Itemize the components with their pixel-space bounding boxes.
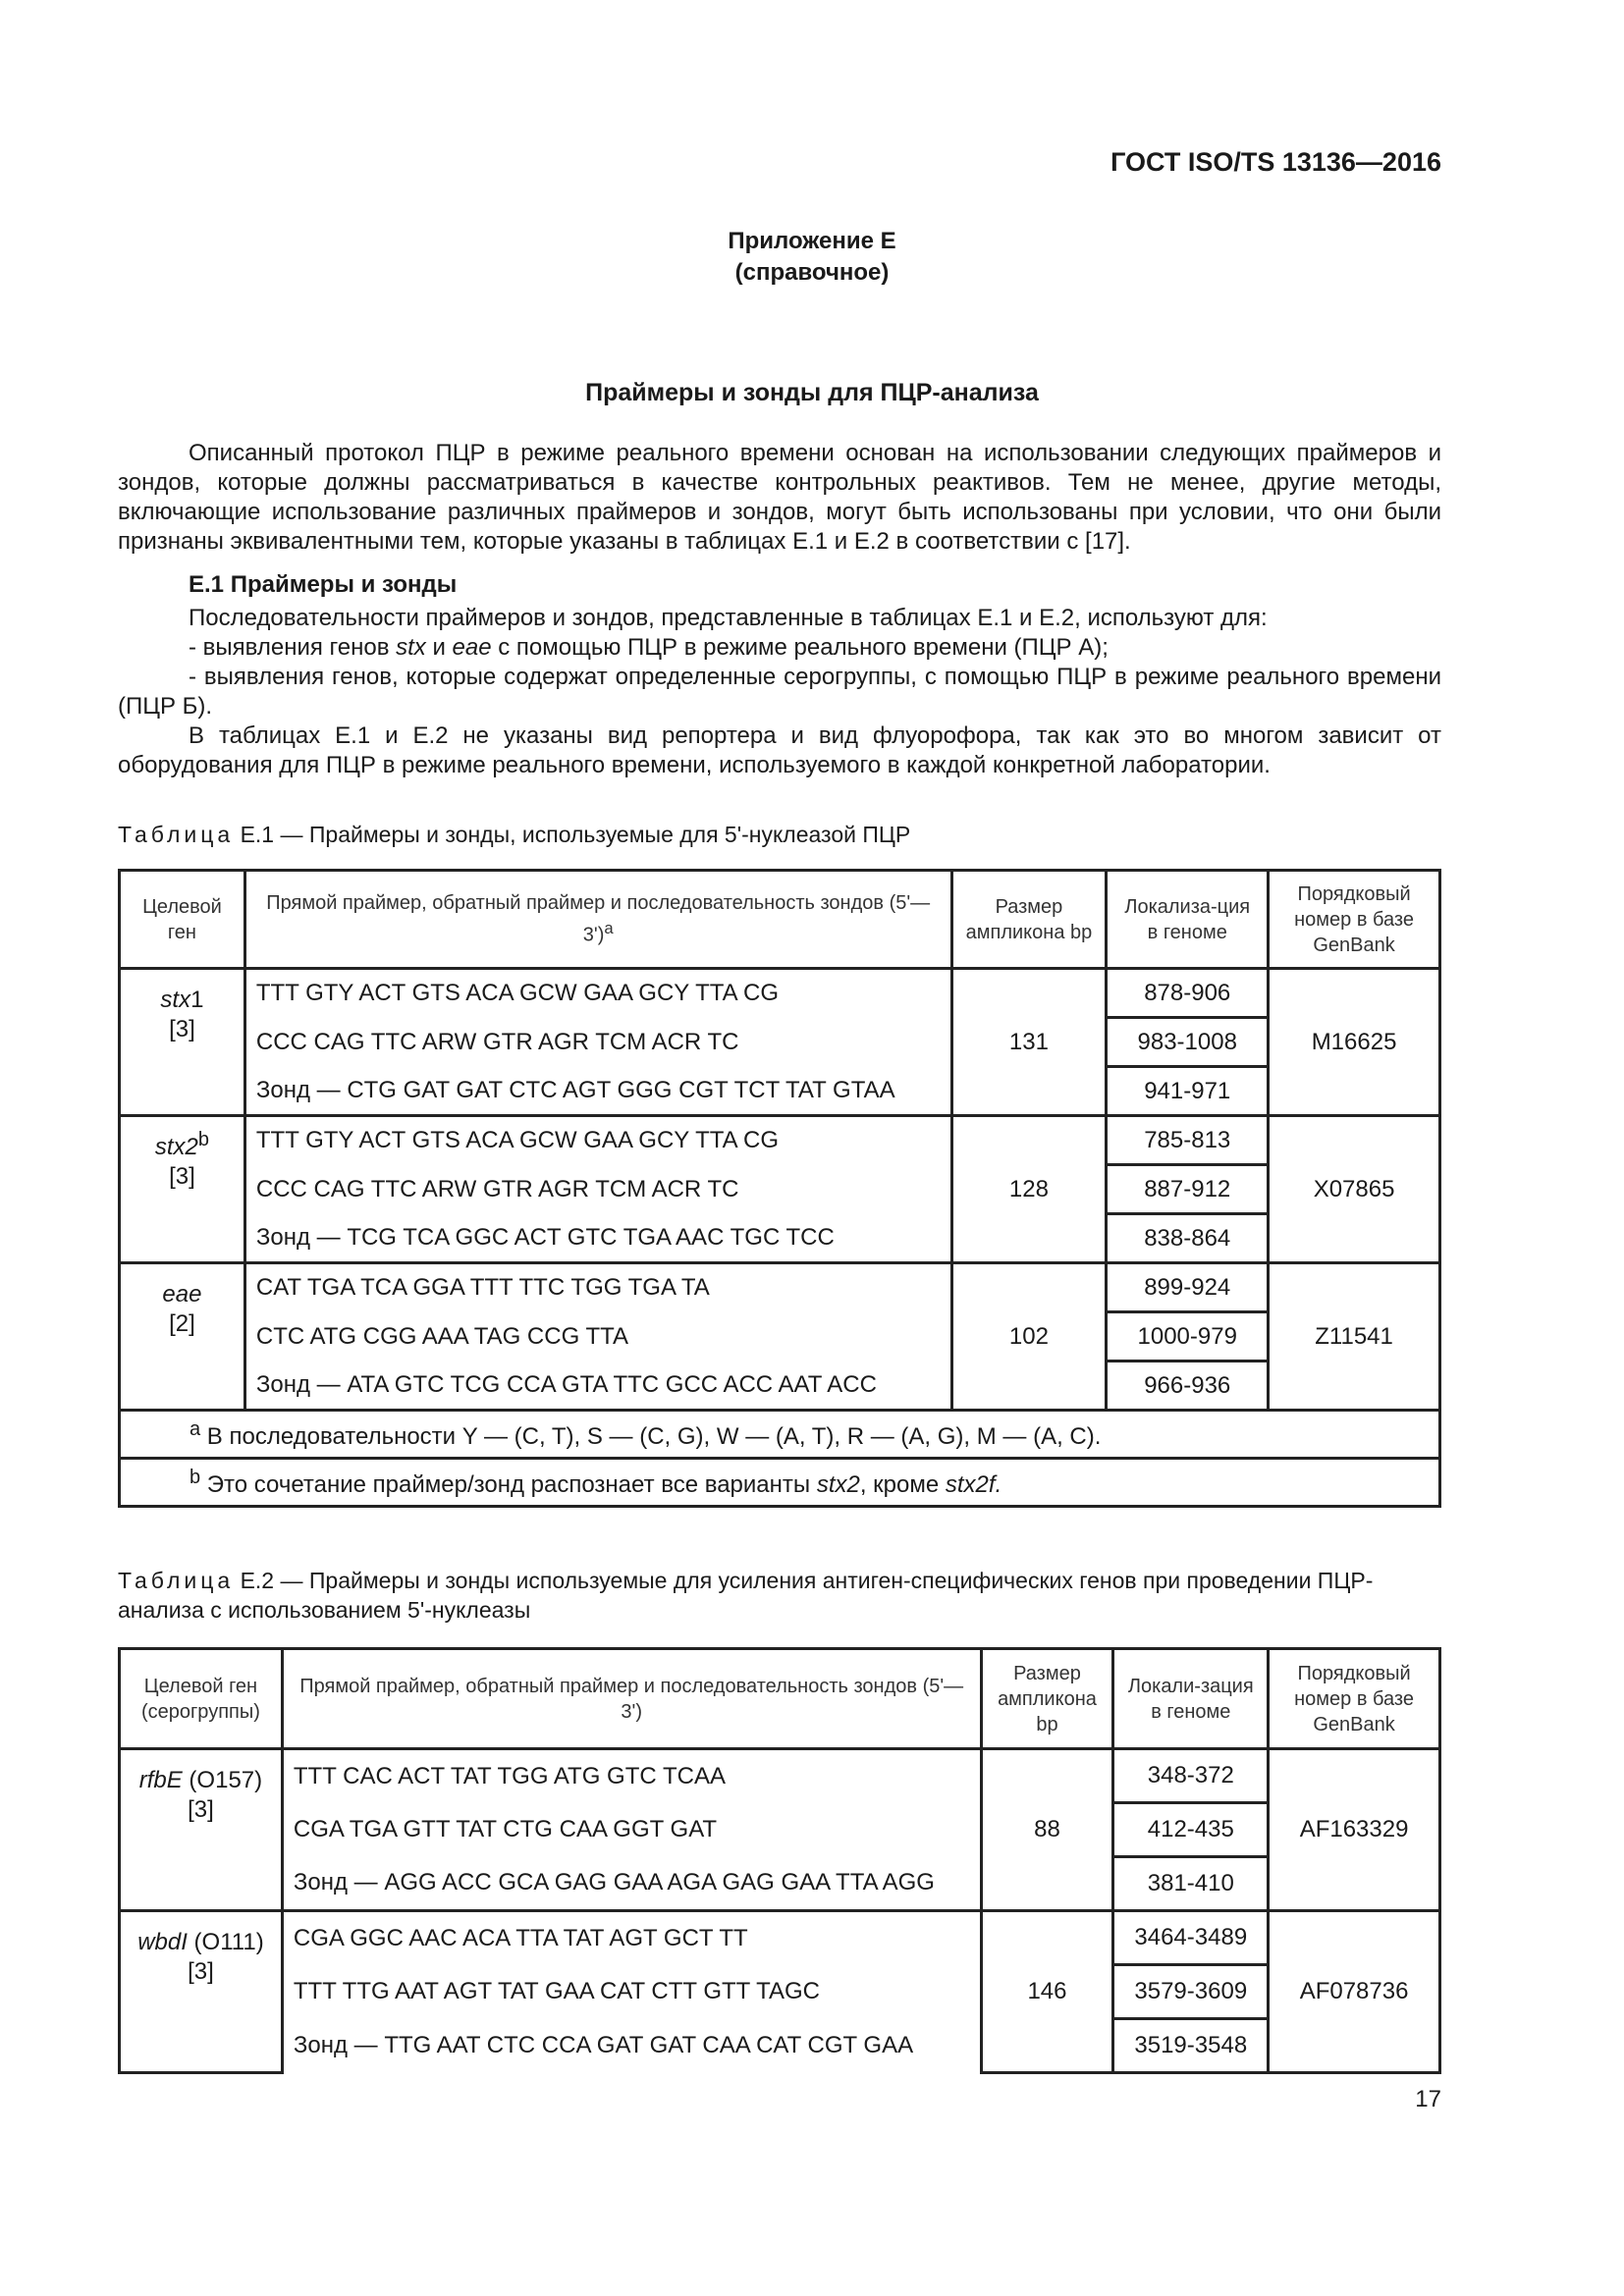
- gene-cell: stx2$^b$ [3]: [120, 1116, 245, 1263]
- column-header: Целевой ген (серогруппы): [120, 1649, 283, 1749]
- sequence-cell: Зонд — TTG AAT CTC CCA GAT GAT CAA CAT CGT GAA: [282, 2019, 981, 2073]
- amplicon-size: 131: [951, 969, 1107, 1116]
- sequence-cell: CGA TGA GTT TAT CTG CAA GGT GAT: [282, 1803, 981, 1857]
- genome-location: 785-813: [1107, 1116, 1269, 1165]
- genome-location: 887-912: [1107, 1165, 1269, 1214]
- gene-cell: rfbE (O157) [3]: [120, 1749, 283, 1911]
- table-row: [120, 1749, 1440, 1803]
- sequence-cell: TTT GTY ACT GTS ACA GCW GAA GCY TTA CG: [244, 969, 951, 1018]
- section-heading: Праймеры и зонды для ПЦР-анализа: [585, 379, 1039, 406]
- genome-location: 348-372: [1113, 1749, 1269, 1803]
- appendix-subtitle: (справочное): [734, 259, 890, 286]
- amplicon-size: 146: [981, 1911, 1113, 2073]
- sequence-cell: TTT GTY ACT GTS ACA GCW GAA GCY TTA CG: [244, 1116, 951, 1165]
- table-row: [120, 1263, 1440, 1312]
- table-row: [120, 1362, 1440, 1411]
- genome-location: 381-410: [1113, 1857, 1269, 1911]
- genbank-number: M16625: [1269, 969, 1440, 1116]
- header-row: [120, 1649, 1440, 1749]
- genome-location: 3464-3489: [1113, 1911, 1269, 1965]
- sequence-cell: CCC CAG TTC ARW GTR AGR TCM ACR TC: [244, 1018, 951, 1067]
- table-row: [120, 1911, 1440, 1965]
- genome-location: 3519-3548: [1113, 2019, 1269, 2073]
- column-header: Размер ампликона bp: [951, 871, 1107, 969]
- table-e2: [118, 1647, 1441, 2074]
- genome-location: 983-1008: [1107, 1018, 1269, 1067]
- genbank-number: X07865: [1269, 1116, 1440, 1263]
- column-header: Прямой праймер, обратный праймер и последовательность зондов (5'—3')$^a$: [244, 871, 951, 969]
- genome-location: 1000-979: [1107, 1312, 1269, 1362]
- genome-location: 966-936: [1107, 1362, 1269, 1411]
- gene-cell: wbdI (O111) [3]: [120, 1911, 283, 2073]
- sequence-cell: TTT CAC ACT TAT TGG ATG GTC TCAA: [282, 1749, 981, 1803]
- caption-text: Е.1 — Праймеры и зонды, используемые для 5'-нуклеазой ПЦР: [240, 822, 911, 847]
- column-header: Целевой ген: [120, 871, 245, 969]
- table1-caption: [118, 820, 1441, 849]
- table-row: [120, 1018, 1440, 1067]
- amplicon-size: 128: [951, 1116, 1107, 1263]
- text: с помощью ПЦР в режиме реального времени (ПЦР А);: [491, 634, 1109, 661]
- gene-name: stx: [396, 634, 426, 661]
- table-row: [120, 1165, 1440, 1214]
- body-text: [118, 439, 1441, 780]
- column-header: Локали-зация в геноме: [1113, 1649, 1269, 1749]
- subsection-title: Е.1 Праймеры и зонды: [189, 571, 458, 598]
- amplicon-size: 102: [951, 1263, 1107, 1411]
- sequence-cell: CAT TGA TCA GGA TTT TTC TGG TGA TA: [244, 1263, 951, 1312]
- footnote-row: [120, 1459, 1440, 1507]
- header-row: [120, 871, 1440, 969]
- table2-caption: [118, 1566, 1441, 1625]
- appendix-title: Приложение Е: [728, 228, 896, 254]
- gene-cell: eae [2]: [120, 1263, 245, 1411]
- genbank-number: Z11541: [1269, 1263, 1440, 1411]
- genome-location: 899-924: [1107, 1263, 1269, 1312]
- page-number: 17: [1415, 2086, 1441, 2112]
- text: и: [425, 634, 453, 661]
- table-row: [120, 1803, 1440, 1857]
- genome-location: 878-906: [1107, 969, 1269, 1018]
- footnote-row: [120, 1411, 1440, 1459]
- intro-paragraph: Описанный протокол ПЦР в режиме реального времени основан на использовании следующих праймеров и зондов, которые должны рассматриваться в качестве контрольных реактивов. Тем не менее, другие методы, включающие использование различных праймеров и зондов, могут быть использованы при условии, что они были признаны эквивалентными тем, которые указаны в таблицах Е.1 и Е.2 в соответствии с [17].: [118, 440, 1441, 555]
- caption-text: Е.2 — Праймеры и зонды используемые для усиления антиген-специфических генов при проведении ПЦР-анализа с использованием 5'-нуклеазы: [118, 1568, 1374, 1623]
- gene-cell: stx1 [3]: [120, 969, 245, 1116]
- sequence-cell: CTC ATG CGG AAA TAG CCG TTA: [244, 1312, 951, 1362]
- table-row: [120, 1214, 1440, 1263]
- genome-location: 412-435: [1113, 1803, 1269, 1857]
- text: - выявления генов: [189, 634, 397, 661]
- bullet-1: [118, 633, 1441, 663]
- sequence-cell: Зонд — CTG GAT GAT CTC AGT GGG CGT TCT TAT GTAA: [244, 1067, 951, 1116]
- genome-location: 941-971: [1107, 1067, 1269, 1116]
- table-row: [120, 1965, 1440, 2019]
- sequence-cell: Зонд — ATA GTC TCG CCA GTA TTC GCC ACC AAT ACC: [244, 1362, 951, 1411]
- table-row: [120, 2019, 1440, 2073]
- table-row: [120, 1116, 1440, 1165]
- bullet-2: - выявления генов, которые содержат определенные серогруппы, с помощью ПЦР в режиме реального времени (ПЦР Б).: [118, 664, 1441, 720]
- genbank-number: AF078736: [1269, 1911, 1440, 2073]
- column-header: Порядковый номер в базе GenBank: [1269, 1649, 1440, 1749]
- sequence-cell: Зонд — TCG TCA GGC ACT GTC TGA AAC TGC TCC: [244, 1214, 951, 1263]
- column-header: Локализа-ция в геноме: [1107, 871, 1269, 969]
- gene-name: eae: [452, 634, 492, 661]
- column-header: Размер ампликона bp: [981, 1649, 1113, 1749]
- footnote: $^b$ Это сочетание праймер/зонд распознает все варианты stx2, кроме stx2f.: [120, 1459, 1440, 1507]
- table-e1: [118, 869, 1441, 1508]
- caption-label: Таблица: [118, 1568, 235, 1593]
- genbank-number: AF163329: [1269, 1749, 1440, 1911]
- sequence-cell: CGA GGC AAC ACA TTA TAT AGT GCT TT: [282, 1911, 981, 1965]
- table-row: [120, 1857, 1440, 1911]
- caption-label: Таблица: [118, 822, 235, 847]
- column-header: Порядковый номер в базе GenBank: [1269, 871, 1440, 969]
- paragraph: Последовательности праймеров и зондов, представленные в таблицах Е.1 и Е.2, используют для:: [189, 605, 1268, 631]
- amplicon-size: 88: [981, 1749, 1113, 1911]
- sequence-cell: TTT TTG AAT AGT TAT GAA CAT CTT GTT TAGC: [282, 1965, 981, 2019]
- footnote: $^a$ В последовательности Y — (C, T), S — (C, G), W — (A, T), R — (A, G), M — (A, C).: [120, 1411, 1440, 1459]
- column-header: Прямой праймер, обратный праймер и последовательность зондов (5'—3'): [282, 1649, 981, 1749]
- genome-location: 838-864: [1107, 1214, 1269, 1263]
- genome-location: 3579-3609: [1113, 1965, 1269, 2019]
- table-row: [120, 1312, 1440, 1362]
- standard-number: ГОСТ ISO/TS 13136—2016: [1110, 147, 1441, 177]
- table-row: [120, 1067, 1440, 1116]
- sequence-cell: Зонд — AGG ACC GCA GAG GAA AGA GAG GAA TTA AGG: [282, 1857, 981, 1911]
- table-row: [120, 969, 1440, 1018]
- paragraph: В таблицах Е.1 и Е.2 не указаны вид репортера и вид флуорофора, так как это во многом зависит от оборудования для ПЦР в режиме реального времени, используемого в каждой конкретной лаборатории.: [118, 722, 1441, 778]
- sequence-cell: CCC CAG TTC ARW GTR AGR TCM ACR TC: [244, 1165, 951, 1214]
